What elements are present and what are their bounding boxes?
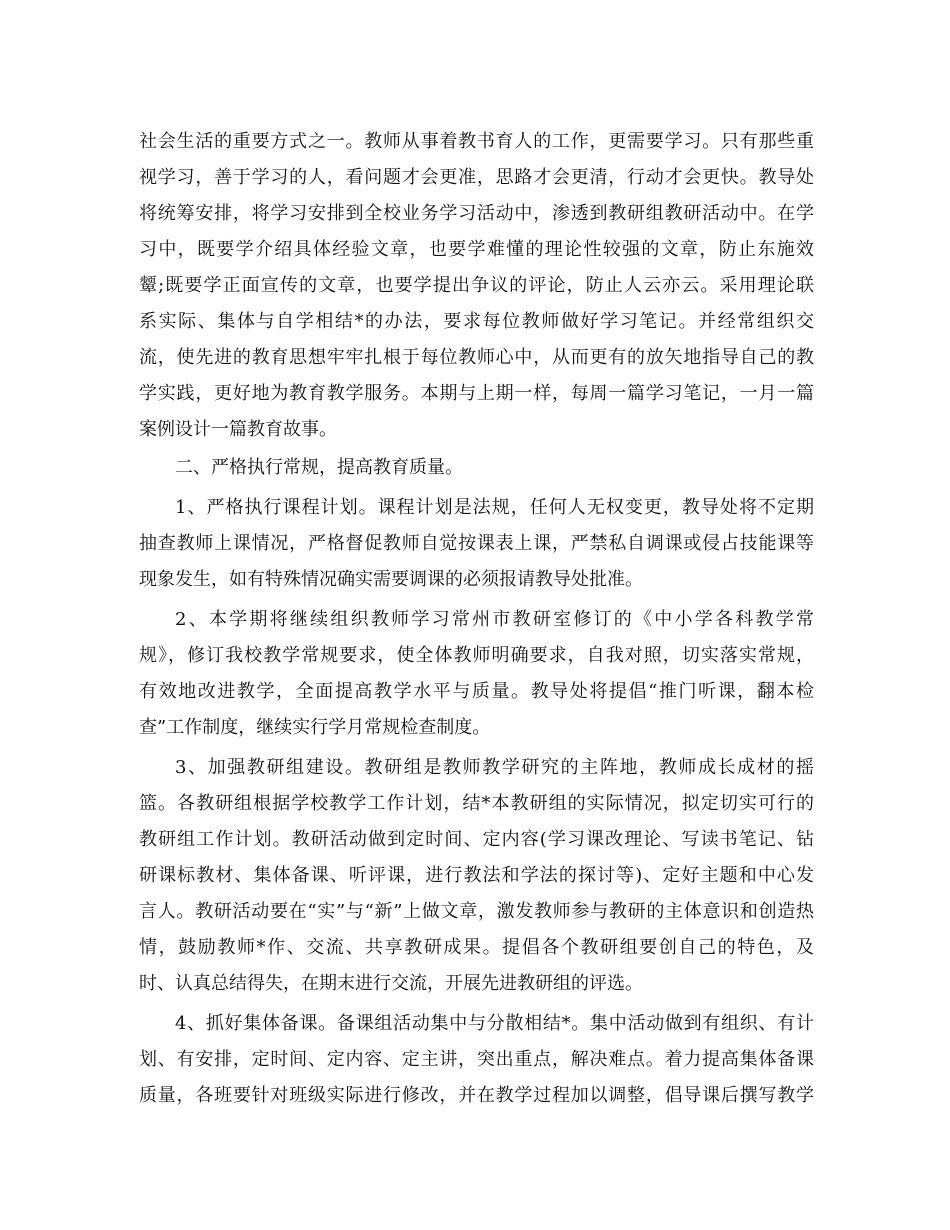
text-line: 规》，修订我校教学常规要求，使全体教师明确要求，自我对照，切实落实常规， — [139, 645, 814, 666]
text-line: 研课标教材、集体备课、听评课，进行教法和学法的探讨等)、定好主题和中心发 — [139, 865, 814, 886]
text-line: 情，鼓励教师*作、交流、共享教研成果。提倡各个教研组要创自己的特色，及 — [139, 937, 814, 958]
text-line: 抽查教师上课情况，严格督促教师自觉按课表上课，严禁私自调课或侵占技能课等 — [139, 533, 814, 554]
text-line: 社会生活的重要方式之一。教师从事着教书育人的工作，更需要学习。只有那些重 — [139, 131, 814, 152]
text-line: 4、抓好集体备课。备课组活动集中与分散相结*。集中活动做到有组织、有计 — [175, 1013, 814, 1034]
text-line: 教研组工作计划。教研活动做到定时间、定内容(学习课改理论、写读书笔记、钻 — [139, 829, 814, 850]
text-line: 将统筹安排，将学习安排到全校业务学习活动中，渗透到教研组教研活动中。在学 — [139, 203, 814, 224]
text-line: 篮。各教研组根据学校教学工作计划，结*本教研组的实际情况，拟定切实可行的 — [139, 793, 814, 814]
text-line: 系实际、集体与自学相结*的办法，要求每位教师做好学习笔记。并经常组织交 — [139, 311, 814, 332]
text-line: 流，使先进的教育思想牢牢扎根于每位教师心中，从而更有的放矢地指导自己的教 — [139, 347, 814, 368]
text-line: 质量，各班要针对班级实际进行修改，并在教学过程加以调整，倡导课后撰写教学 — [139, 1085, 814, 1106]
text-line: 言人。教研活动要在“实”与“新”上做文章，激发教师参与教研的主体意识和创造热 — [139, 901, 814, 922]
text-line: 3、加强教研组建设。教研组是教师教学研究的主阵地，教师成长成材的摇 — [175, 757, 814, 778]
text-line: 案例设计一篇教育故事。 — [139, 419, 337, 440]
text-line: 学实践，更好地为教育教学服务。本期与上期一样，每周一篇学习笔记，一月一篇 — [139, 383, 814, 404]
text-line: 划、有安排，定时间、定内容、定主讲，突出重点，解决难点。着力提高集体备课 — [139, 1049, 814, 1070]
text-line: 现象发生，如有特殊情况确实需要调课的必须报请教导处批准。 — [139, 569, 643, 590]
text-line: 有效地改进教学，全面提高教学水平与质量。教导处将提倡“推门听课，翻本检 — [139, 681, 814, 702]
text-line: 颦;既要学正面宣传的文章，也要学提出争议的评论，防止人云亦云。采用理论联 — [139, 275, 814, 296]
text-line: 1、严格执行课程计划。课程计划是法规，任何人无权变更，教导处将不定期 — [175, 497, 814, 518]
text-line: 2、本学期将继续组织教师学习常州市教研室修订的《中小学各科教学常 — [175, 609, 814, 630]
text-line: 习中，既要学介绍具体经验文章，也要学难懂的理论性较强的文章，防止东施效 — [139, 239, 814, 260]
section-heading: 二、严格执行常规，提高教育质量。 — [175, 457, 463, 478]
text-line: 查”工作制度，继续实行学月常规检查制度。 — [139, 717, 491, 738]
text-line: 时、认真总结得失，在期末进行交流，开展先进教研组的评选。 — [139, 973, 643, 994]
text-line: 视学习，善于学习的人，看问题才会更准，思路才会更清，行动才会更快。教导处 — [139, 167, 814, 188]
